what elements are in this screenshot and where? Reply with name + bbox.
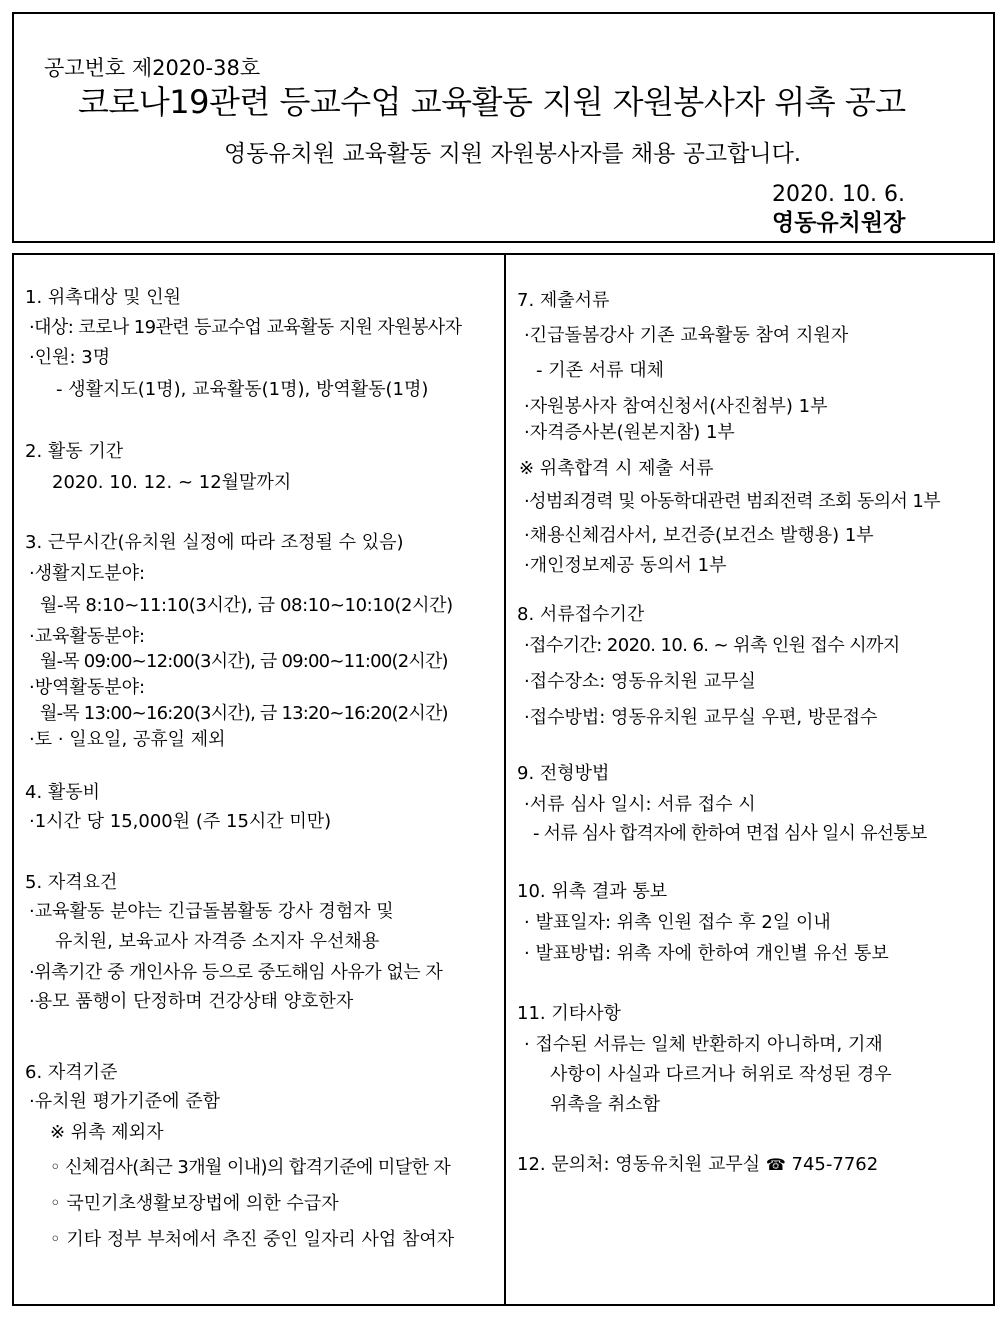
list-item: ※ 위촉 제외자 xyxy=(50,1122,164,1143)
list-item: ·대상: 코로나 19관련 등교수업 교육활동 지원 자원봉사자 xyxy=(29,317,462,338)
list-item: ·인원: 3명 xyxy=(29,347,111,368)
notice-date: 2020. 10. 6. xyxy=(772,182,905,207)
list-item: ◦ 국민기초생활보장법에 의한 수급자 xyxy=(50,1193,339,1214)
list-item: ·자격증사본(원본지참) 1부 xyxy=(524,422,735,443)
section-heading: 4. 활동비 xyxy=(25,782,101,803)
list-item: ·접수방법: 영동유치원 교무실 우편, 방문접수 xyxy=(524,707,878,728)
notice-number: 공고번호 제2020-38호 xyxy=(44,56,261,80)
list-item: · 접수된 서류는 일체 반환하지 아니하며, 기재 xyxy=(524,1034,883,1055)
section-heading: 6. 자격기준 xyxy=(25,1062,118,1083)
list-item: ·접수장소: 영동유치원 교무실 xyxy=(524,671,756,692)
list-item: 위촉을 취소함 xyxy=(550,1094,661,1115)
list-item: ·교육활동 분야는 긴급돌봄활동 강사 경험자 및 xyxy=(29,901,394,922)
list-item: · 발표일자: 위촉 인원 접수 후 2일 이내 xyxy=(524,912,831,933)
list-item: ·용모 품행이 단정하며 건강상태 양호한자 xyxy=(29,991,354,1012)
list-item: 월-목 09:00~12:00(3시간), 금 09:00~11:00(2시간) xyxy=(40,651,448,672)
list-item: 월-목 13:00~16:20(3시간), 금 13:20~16:20(2시간) xyxy=(40,703,448,724)
notice-header xyxy=(12,12,995,243)
list-item: ·1시간 당 15,000원 (주 15시간 미만) xyxy=(29,811,332,832)
list-item: ·토 · 일요일, 공휴일 제외 xyxy=(29,729,226,750)
section-heading: 9. 전형방법 xyxy=(517,763,610,784)
list-item: ·접수기간: 2020. 10. 6. ~ 위촉 인원 접수 시까지 xyxy=(524,635,900,656)
list-item: 사항이 사실과 다르거나 허위로 작성된 경우 xyxy=(550,1064,892,1085)
list-item: - 생활지도(1명), 교육활동(1명), 방역활동(1명) xyxy=(56,379,429,400)
section-heading: 7. 제출서류 xyxy=(517,290,610,311)
page-title: 코로나19관련 등교수업 교육활동 지원 자원봉사자 위촉 공고 xyxy=(78,83,906,121)
list-item: ·위촉기간 중 개인사유 등으로 중도해임 사유가 없는 자 xyxy=(29,962,443,983)
section-heading: 3. 근무시간(유치원 실정에 따라 조정될 수 있음) xyxy=(25,532,404,553)
list-item: ·성범죄경력 및 아동학대관련 범죄전력 조회 동의서 1부 xyxy=(524,491,941,512)
contact-label: 12. 문의처: 영동유치원 교무실 xyxy=(517,1154,761,1175)
section-heading: 5. 자격요건 xyxy=(25,872,118,893)
notice-body xyxy=(12,253,995,1306)
contact-line xyxy=(517,1156,878,1174)
section-heading: 11. 기타사항 xyxy=(517,1003,621,1024)
column-divider xyxy=(504,255,506,1304)
list-item: ※ 위촉합격 시 제출 서류 xyxy=(519,458,714,479)
list-item: ·생활지도분야: xyxy=(29,563,146,584)
list-item: ·긴급돌봄강사 기존 교육활동 참여 지원자 xyxy=(524,325,849,346)
section-heading: 2. 활동 기간 xyxy=(25,441,124,462)
list-item: ◦ 기타 정부 부처에서 추진 중인 일자리 사업 참여자 xyxy=(50,1229,455,1250)
contact-phone: 745-7762 xyxy=(791,1154,879,1175)
list-item: ·자원봉사자 참여신청서(사진첨부) 1부 xyxy=(524,396,828,417)
list-item: ·유치원 평가기준에 준함 xyxy=(29,1091,221,1112)
list-item: ·서류 심사 일시: 서류 접수 시 xyxy=(524,794,756,815)
notice-issuer: 영동유치원장 xyxy=(772,210,906,236)
section-heading: 10. 위촉 결과 통보 xyxy=(517,881,668,902)
section-heading: 1. 위촉대상 및 인원 xyxy=(25,287,182,308)
list-item: 월-목 8:10~11:10(3시간), 금 08:10~10:10(2시간) xyxy=(40,595,453,616)
section-heading: 8. 서류접수기간 xyxy=(517,604,645,625)
list-item: ·방역활동분야: xyxy=(29,677,146,698)
list-item: 2020. 10. 12. ~ 12월말까지 xyxy=(52,472,292,493)
phone-icon: ☎ xyxy=(765,1155,786,1174)
list-item: · 발표방법: 위촉 자에 한하여 개인별 유선 통보 xyxy=(524,943,889,964)
list-item: ·개인정보제공 동의서 1부 xyxy=(524,555,727,576)
list-item: ·교육활동분야: xyxy=(29,626,146,647)
list-item: - 기존 서류 대체 xyxy=(536,360,664,381)
list-item: ◦ 신체검사(최근 3개월 이내)의 합격기준에 미달한 자 xyxy=(50,1157,451,1178)
page-subtitle: 영동유치원 교육활동 지원 자원봉사자를 채용 공고합니다. xyxy=(224,141,802,167)
list-item: - 서류 심사 합격자에 한하여 면접 심사 일시 유선통보 xyxy=(533,823,927,844)
list-item: 유치원, 보육교사 자격증 소지자 우선채용 xyxy=(55,931,380,952)
list-item: ·채용신체검사서, 보건증(보건소 발행용) 1부 xyxy=(524,525,874,546)
